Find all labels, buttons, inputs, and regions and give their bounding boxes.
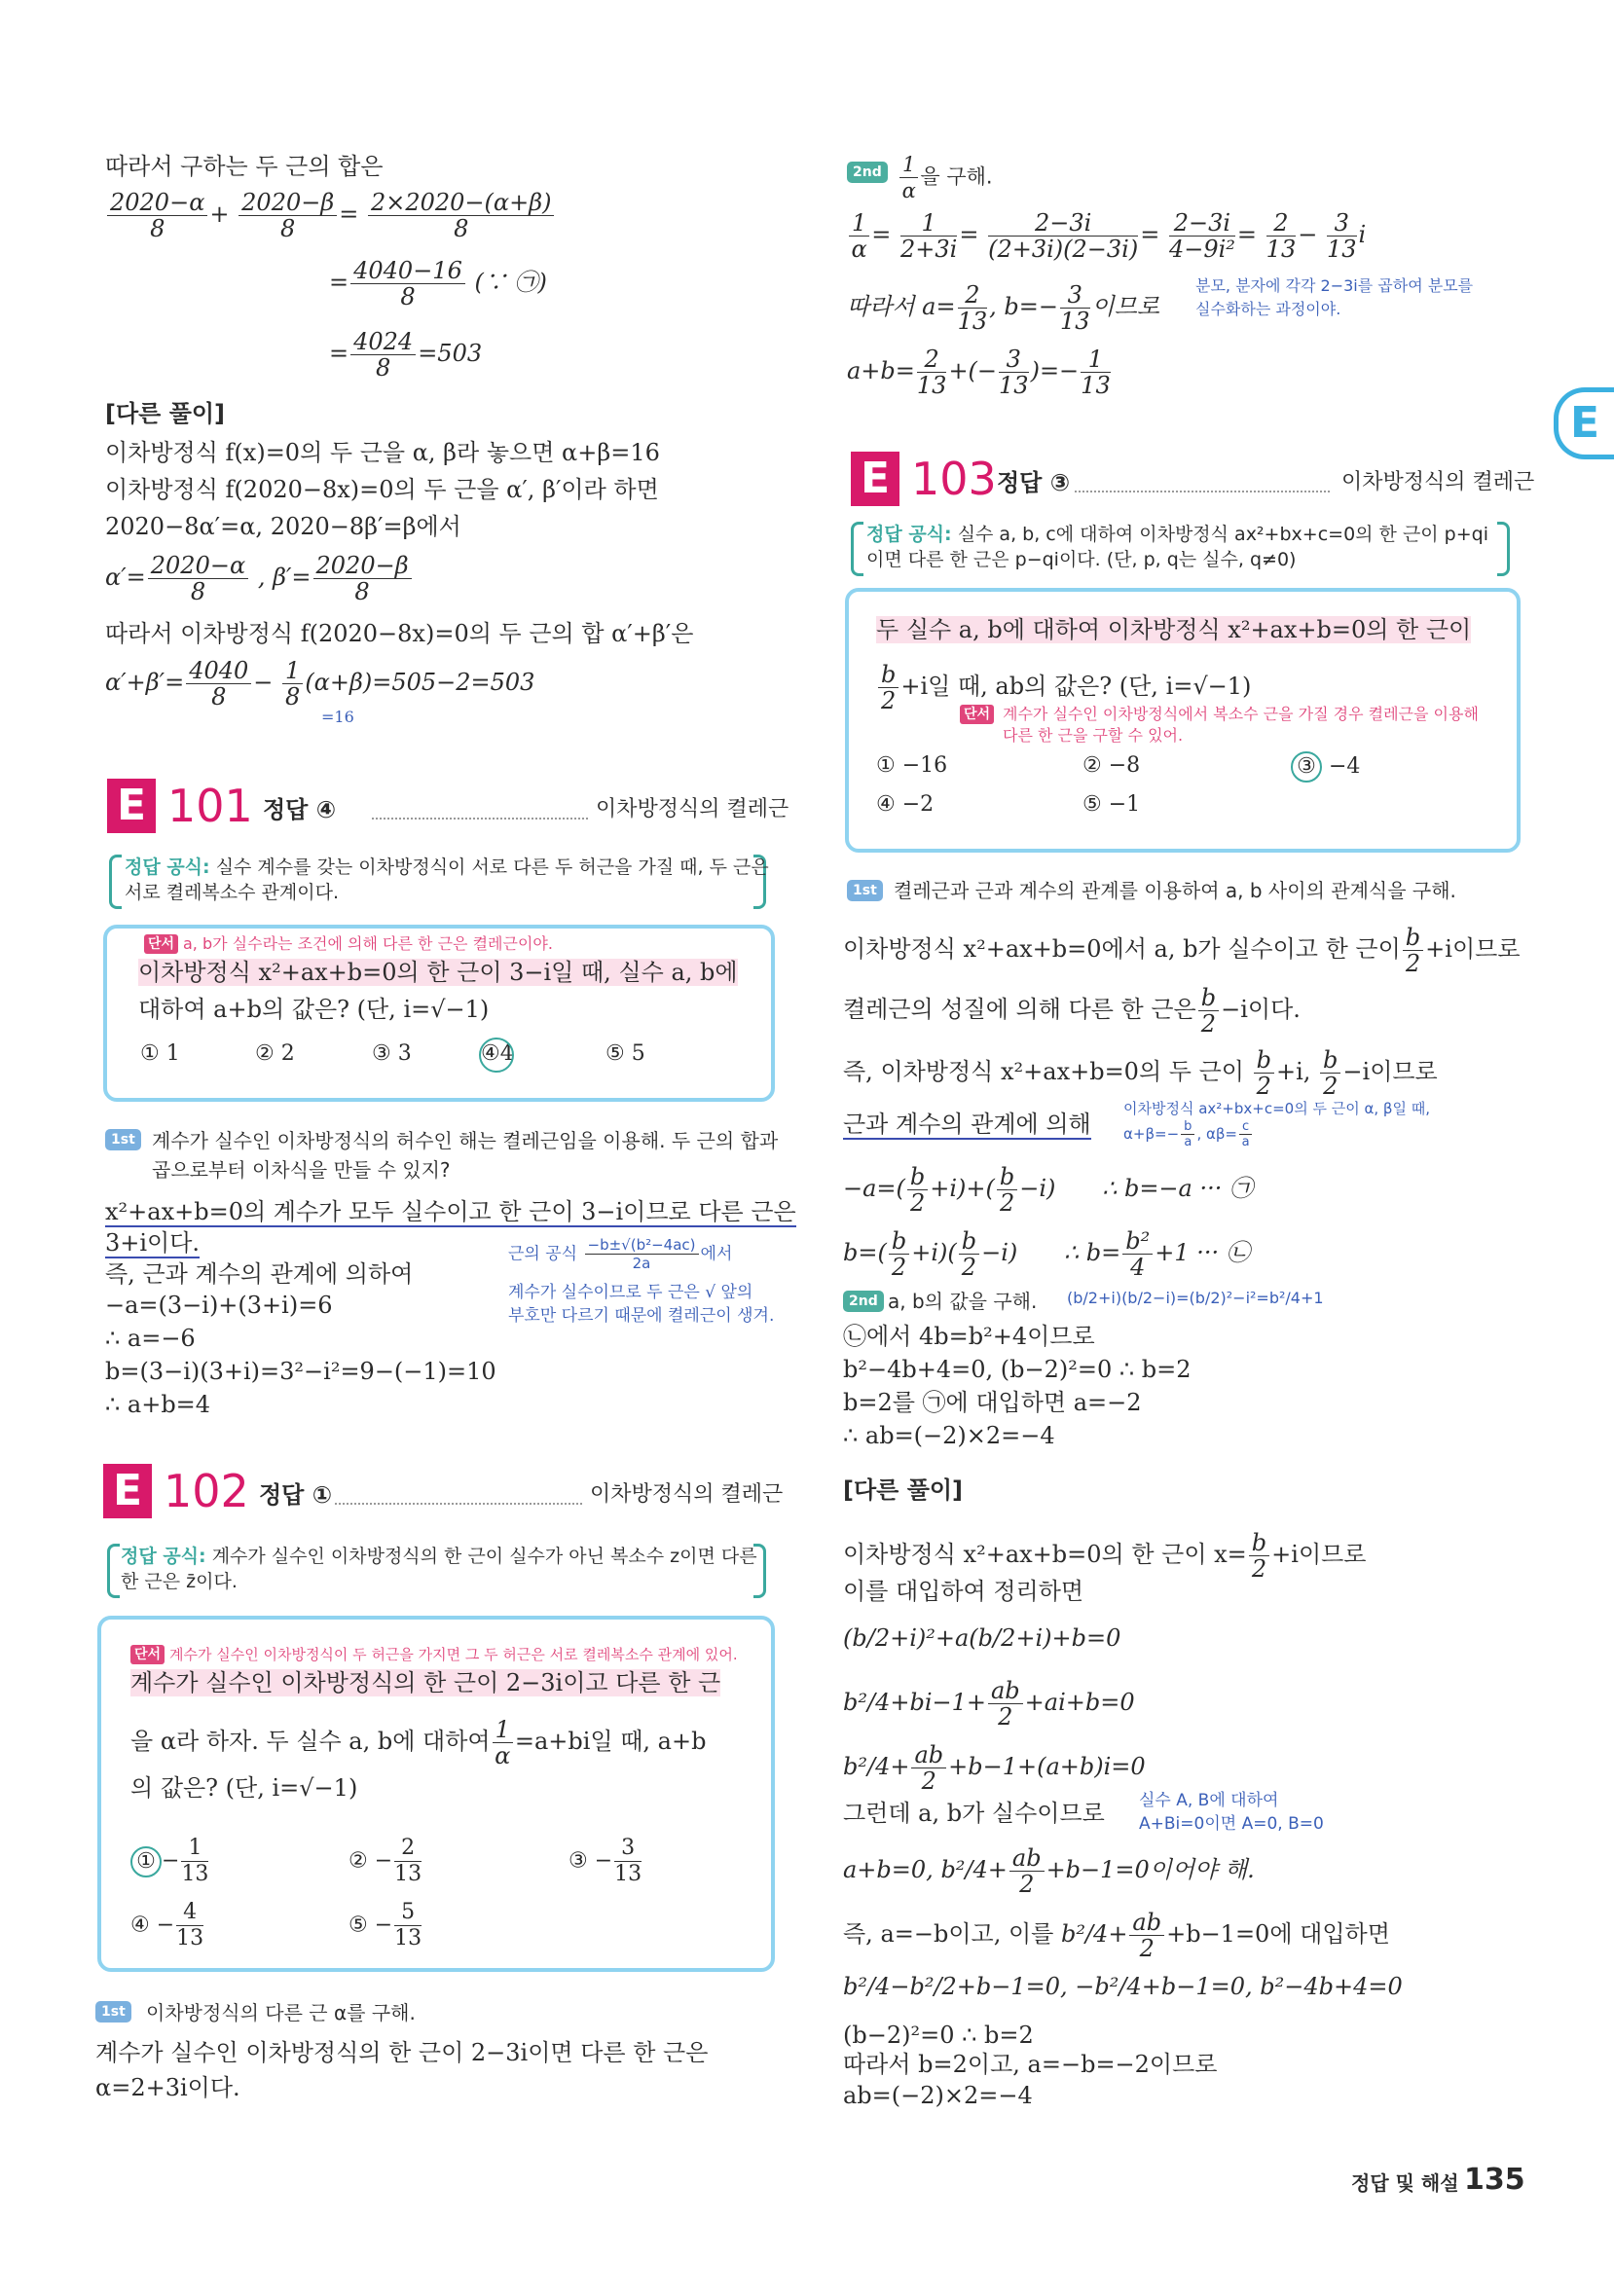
sol-103-t2: b²−4b+4=0, (b−2)²=0 ∴ b=2 <box>843 1356 1192 1383</box>
problem-102-number: 102 <box>164 1465 249 1517</box>
step-102-1st-text: 이차방정식의 다른 근 α를 구해. <box>146 2001 416 2024</box>
equation-1: $\frac{2020-\alpha}{8}$ + $\frac{2020-\beta}{8}$ = $\frac{2\times 2020-(\alpha+\beta)}{8}$ <box>105 190 556 241</box>
formula-101: 정답 공식: 실수 계수를 갖는 이차방정식이 서로 다른 두 허근을 가질 때, 두 근은 서로 켤레복소수 관계이다. <box>125 856 769 903</box>
alt-line-3: 2020−8α′=α, 2020−8β′=β에서 <box>105 513 461 540</box>
r-eq-3: a+b= $\frac{2}{13}$ +(− $\frac{3}{13}$ )=− $\frac{1}{13}$ <box>847 346 1111 399</box>
sol-103-t3: b=2를 ㉠에 대입하면 a=−2 <box>843 1389 1142 1416</box>
alt-103-12: ab=(−2)×2=−4 <box>843 2082 1033 2109</box>
problem-103-topic: 이차방정식의 켤레근 <box>1341 470 1535 494</box>
choice-102-5[interactable]: ⑤ − $\frac{5}{13}$ <box>348 1900 422 1950</box>
sol-103-6: b=( $\frac{b}{2}$ +i)( $\frac{b}{2}$ −i) ∴ b= $\frac{\text{b²}}{4}$ +1 ··· ㉡ <box>843 1227 1250 1281</box>
problem-103-question-1: 두 실수 a, b에 대하여 이차방정식 x²+ax+b=0의 한 근이 <box>876 616 1472 643</box>
choice-103-4[interactable]: ④ −2 <box>876 792 935 817</box>
sol-101-5: ∴ a=−6 <box>105 1325 196 1352</box>
problem-102-badge: E <box>103 1464 152 1518</box>
choice-102-1[interactable]: ① − $\frac{1}{13}$ <box>130 1836 210 1887</box>
problem-101-number: 101 <box>167 780 253 832</box>
choice-103-5[interactable]: ⑤ −1 <box>1082 792 1141 817</box>
choice-103-3[interactable]: ③ −4 <box>1291 751 1360 783</box>
choice-101-3[interactable]: ③ 3 <box>372 1041 412 1066</box>
alt-103-11: 따라서 b=2이고, a=−b=−2이므로 <box>843 2051 1218 2078</box>
alt-line-1: 이차방정식 f(x)=0의 두 근을 α, β라 놓으면 α+β=16 <box>105 439 660 466</box>
footer-label: 정답 및 해설 <box>1351 2171 1459 2195</box>
step-101-1st-text: 계수가 실수인 이차방정식의 허수인 해는 켤레근임을 이용해. 두 근의 합과 곱으로부터 이차식을 만들 수 있지? <box>152 1129 779 1182</box>
intro-text: 따라서 구하는 두 근의 합은 <box>105 153 384 180</box>
choice-102-3[interactable]: ③ − $\frac{3}{13}$ <box>569 1836 642 1886</box>
r-eq-1: $\frac{1}{\alpha}$ = $\frac{1}{2+3i}$ = $\frac{2-3i}{(2+3i)(2-3i)}$ = $\frac{2-3i}{\text{4−9i²}}$ = $\frac{2}{13}$ − $\frac{3}{13}$ i <box>847 210 1366 262</box>
sol-103-t1: ㉡에서 4b=b²+4이므로 <box>843 1323 1095 1350</box>
sol-103-4-note: 이차방정식 ax²+bx+c=0의 두 근이 α, β일 때, α+β=− $\frac{b}{a}$ , αβ= $\frac{c}{a}$ <box>1123 1100 1430 1149</box>
step-103-1st: 1st <box>847 880 883 901</box>
problem-102-topic: 이차방정식의 켤레근 <box>590 1482 784 1507</box>
sol-102-2: α=2+3i이다. <box>95 2074 240 2101</box>
note-101-b: 계수가 실수이므로 두 근은 √ 앞의 부호만 다르기 때문에 켤레근이 생겨. <box>508 1283 775 1326</box>
sol-103-4: 근과 계수의 관계에 의해 <box>843 1111 1091 1138</box>
equation-2: = $\frac{4040-16}{8}$ (∵ ㉠) <box>329 257 547 310</box>
sol-101-1: x²+ax+b=0의 계수가 모두 실수이고 한 근이 3−i이므로 다른 근은 <box>105 1198 796 1225</box>
problem-102-question-3: 의 값은? (단, i=√−1) <box>130 1774 358 1802</box>
sol-101-2: 3+i이다. <box>105 1229 201 1257</box>
alt-103-6-note: 실수 A, B에 대하여 A+Bi=0이면 A=0, B=0 <box>1139 1791 1324 1834</box>
choice-102-2[interactable]: ② − $\frac{2}{13}$ <box>348 1836 422 1886</box>
sol-101-4: −a=(3−i)+(3+i)=6 <box>105 1292 333 1319</box>
choice-101-4-mark <box>479 1038 514 1073</box>
problem-102-question-2: 을 α라 하자. 두 실수 a, b에 대하여 $\frac{1}{\alpha}$ =a+bi일 때, a+b <box>130 1716 707 1769</box>
alt-103-8: 즉, a=−b이고, 이를 b²/4+ $\frac{ab}{2}$ +b−1=0에 대입하면 <box>843 1909 1390 1962</box>
sol-103-5: −a=( $\frac{b}{2}$ +i)+( $\frac{b}{2}$ −i) ∴ b=−a ··· ㉠ <box>843 1163 1253 1217</box>
problem-101-question-1: 이차방정식 x²+ax+b=0의 한 근이 3−i일 때, 실수 a, b에 <box>138 959 738 986</box>
choice-102-4[interactable]: ④ − $\frac{4}{13}$ <box>130 1900 204 1950</box>
alt-title: [다른 풀이] <box>105 400 226 427</box>
step-103-2nd: 2nd <box>843 1291 884 1312</box>
alt-103-2: 이를 대입하여 정리하면 <box>843 1578 1084 1605</box>
step-103-2nd-text: a, b의 값을 구해. <box>888 1290 1038 1313</box>
problem-103-number: 103 <box>911 453 997 505</box>
formula-102: 정답 공식: 계수가 실수인 이차방정식의 한 근이 실수가 아닌 복소수 z이면 다른 한 근은 z̄이다. <box>121 1546 757 1592</box>
r-eq-1-note: 분모, 분자에 각각 2−3i를 곱하여 분모를 실수화하는 과정이야. <box>1195 276 1474 318</box>
problem-103-dan-text: 계수가 실수인 이차방정식에서 복소수 근을 가질 경우 켤레근을 이용해 다른 한 근을 구할 수 있어. <box>1003 705 1479 745</box>
step-103-2nd-note: (b/2+i)(b/2−i)=(b/2)²−i²=b²/4+1 <box>1067 1289 1324 1307</box>
step-102-2nd-text: $\frac{1}{\alpha}$ 을 구해. <box>898 152 993 203</box>
problem-101-question-2: 대하여 a+b의 값은? (단, i=√−1) <box>138 996 490 1023</box>
sol-102-1: 계수가 실수인 이차방정식의 한 근이 2−3i이면 다른 한 근은 <box>95 2039 709 2066</box>
alt-103-9: b²/4−b²/2+b−1=0, −b²/4+b−1=0, b²−4b+4=0 <box>843 1973 1403 2000</box>
problem-102-dan-label: 단서 <box>130 1645 165 1664</box>
choice-101-4[interactable]: ④4 <box>481 1041 514 1066</box>
alt-103-7: a+b=0, b²/4+ $\frac{ab}{2}$ +b−1=0이어야 해. <box>843 1844 1255 1898</box>
problem-102-dan-text: 계수가 실수인 이차방정식이 두 허근을 가지면 그 두 허근은 서로 켤레복소수 관계에 있어. <box>169 1646 738 1663</box>
sol-103-1: 이차방정식 x²+ax+b=0에서 a, b가 실수이고 한 근이 $\frac{b}{2}$ +i이므로 <box>843 924 1521 977</box>
problem-101-badge: E <box>107 779 156 833</box>
choice-101-1[interactable]: ① 1 <box>140 1041 180 1066</box>
formula-101-bracket-left <box>109 855 122 909</box>
sol-103-t4: ∴ ab=(−2)×2=−4 <box>843 1422 1055 1449</box>
alt-line-6: α′+β′= $\frac{4040}{8}$ − $\frac{1}{8}$ (α+β)=505−2=503 <box>105 657 535 711</box>
problem-103-badge: E <box>851 452 899 506</box>
formula-102-bracket-left <box>107 1544 120 1598</box>
step-102-2nd: 2nd <box>847 162 888 183</box>
problem-101-topic: 이차방정식의 켤레근 <box>596 797 789 821</box>
sol-103-2: 켤레근의 성질에 의해 다른 한 근은 $\frac{b}{2}$ −i이다. <box>843 984 1301 1038</box>
problem-102-answer: 정답 ① <box>259 1481 333 1509</box>
alt-line-4: α′= $\frac{2020-\alpha}{8}$ , β′= $\frac{2020-\beta}{8}$ <box>105 553 414 604</box>
problem-103-dan-label: 단서 <box>960 705 994 724</box>
problem-101-dots <box>372 818 588 820</box>
step-101-1st: 1st <box>105 1129 141 1150</box>
sol-101-3: 즉, 근과 계수의 관계에 의하여 <box>105 1260 414 1288</box>
problem-101-answer: 정답 ④ <box>263 796 337 823</box>
choice-103-1[interactable]: ① −16 <box>876 753 948 778</box>
choice-103-2[interactable]: ② −8 <box>1082 753 1141 778</box>
alt-line-5: 따라서 이차방정식 f(2020−8x)=0의 두 근의 합 α′+β′은 <box>105 620 694 647</box>
problem-103-question-2: $\frac{b}{2}$ +i일 때, ab의 값은? (단, i=√−1) <box>876 662 1251 713</box>
alt-103-4: b²/4+bi−1+ $\frac{ab}{2}$ +ai+b=0 <box>843 1677 1135 1731</box>
alt-103-5: b²/4+ $\frac{ab}{2}$ +b−1+(a+b)i=0 <box>843 1741 1146 1795</box>
sol-101-7: ∴ a+b=4 <box>105 1391 211 1418</box>
note-101: 근의 공식 $\frac{\text{−b±√(b²−4ac)}}{2a}$ 에서 <box>508 1236 733 1272</box>
problem-102-dots <box>335 1503 582 1505</box>
step-102-1st: 1st <box>95 2001 131 2023</box>
problem-101-dan-label: 단서 <box>144 934 178 954</box>
formula-103-bracket-right <box>1497 522 1510 576</box>
formula-103-bracket-left <box>851 522 863 576</box>
problem-103-dots <box>1075 491 1330 492</box>
formula-103: 정답 공식: 실수 a, b, c에 대하여 이차방정식 ax²+bx+c=0의 한 근이 p+qi 이면 다른 한 근은 p−qi이다. (단, p, q는 실수, q≠0) <box>866 524 1489 570</box>
problem-101-dan-text: a, b가 실수라는 조건에 의해 다른 한 근은 켤레근이야. <box>183 934 553 953</box>
sol-103-3: 즉, 이차방정식 x²+ax+b=0의 두 근이 $\frac{b}{2}$ +i, $\frac{b}{2}$ −i이므로 <box>843 1046 1438 1100</box>
equation-3: = $\frac{4024}{8}$ =503 <box>329 328 483 382</box>
alt-103-10: (b−2)²=0 ∴ b=2 <box>843 2022 1034 2049</box>
choice-101-5[interactable]: ⑤ 5 <box>605 1041 645 1066</box>
section-tab: E <box>1554 387 1614 459</box>
alt-103-1: 이차방정식 x²+ax+b=0의 한 근이 x= $\frac{b}{2}$ +i이므로 <box>843 1529 1367 1583</box>
alt-title-103: [다른 풀이] <box>843 1476 964 1504</box>
alt-103-3: (b/2+i)²+a(b/2+i)+b=0 <box>843 1624 1121 1652</box>
alt-103-6: 그런데 a, b가 실수이므로 <box>843 1800 1105 1827</box>
alt-note: =16 <box>321 708 354 726</box>
problem-102-question-1: 계수가 실수인 이차방정식의 한 근이 2−3i이고 다른 한 근 <box>130 1669 721 1696</box>
alt-line-2: 이차방정식 f(2020−8x)=0의 두 근을 α′, β′이라 하면 <box>105 476 659 503</box>
page-number: 135 <box>1464 2163 1525 2197</box>
sol-101-6: b=(3−i)(3+i)=3²−i²=9−(−1)=10 <box>105 1358 496 1385</box>
step-103-1st-text: 켤레근과 근과 계수의 관계를 이용하여 a, b 사이의 관계식을 구해. <box>894 879 1456 902</box>
choice-101-2[interactable]: ② 2 <box>255 1041 295 1066</box>
r-eq-2: 따라서 a= $\frac{2}{13}$ , b=− $\frac{3}{13}$ 이므로 <box>847 281 1160 335</box>
problem-103-answer: 정답 ③ <box>997 469 1071 496</box>
